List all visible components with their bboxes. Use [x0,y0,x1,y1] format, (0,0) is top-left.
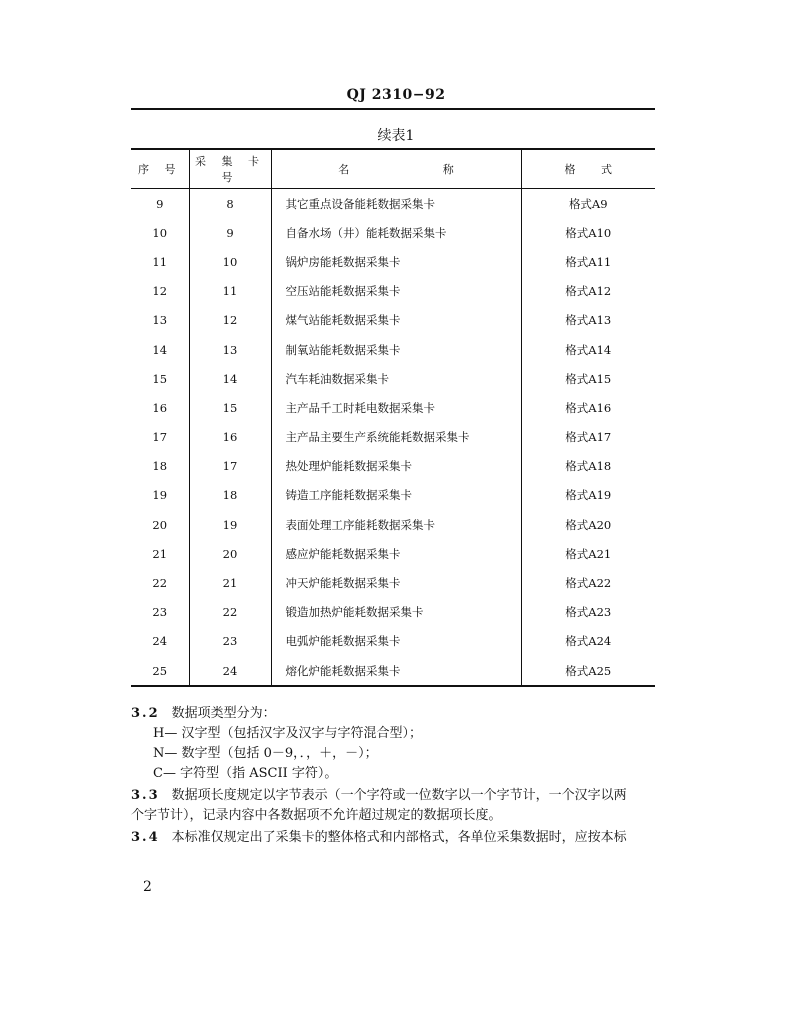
cell-seq: 11 [152,254,168,269]
cell-format: 格式A12 [521,277,655,306]
col-header-format [521,149,655,189]
cell-name: 煤气站能耗数据采集卡 [271,306,521,335]
cell-format: 格式A16 [521,393,655,422]
section-number: 3.2 [131,706,160,721]
table-row [131,598,655,627]
header-rule [131,108,655,110]
cell-name: 铸造工序能耗数据采集卡 [271,481,521,510]
standard-code-header: QJ 2310−92 [346,87,446,103]
cell-format: 格式A25 [521,656,655,686]
section-3-3 [131,786,661,806]
col-header-card-number: 采 集 卡 号 [189,149,271,189]
table-row [131,247,655,276]
section-3-4 [131,828,661,848]
cell-name: 主产品千工时耗电数据采集卡 [271,393,521,422]
cell-format: 格式A14 [521,335,655,364]
cell-format: 格式A21 [521,539,655,568]
cell-name: 熔化炉能耗数据采集卡 [271,656,521,686]
cell-card-number: 9 [189,218,271,247]
table-row [131,452,655,481]
cell-seq: 10 [152,225,168,240]
section-number: 3.4 [131,830,160,845]
cell-seq: 14 [152,342,168,357]
cell-card-number: 14 [189,364,271,393]
cell-name: 感应炉能耗数据采集卡 [271,539,521,568]
col-header-name-text: 名 称 [338,163,454,176]
table-row [131,277,655,306]
cell-format: 格式A13 [521,306,655,335]
type-item-n: N— 数字型（包括 0－9，．，＋，－）； [153,746,378,761]
cell-name: 其它重点设备能耗数据采集卡 [271,189,521,219]
cell-card-number: 8 [189,189,271,219]
table-row [131,393,655,422]
cell-card-number: 15 [189,393,271,422]
cell-card-number: 20 [189,539,271,568]
cell-card-number: 17 [189,452,271,481]
cell-format: 格式A22 [521,568,655,597]
cell-seq: 13 [152,313,168,328]
table-row [131,627,655,656]
table-row [131,189,655,219]
cell-seq: 24 [152,634,168,649]
cell-name: 主产品主要生产系统能耗数据采集卡 [271,423,521,452]
cell-card-number: 13 [189,335,271,364]
section-3-3-line2: 个字节计），记录内容中各数据项不允许超过规定的数据项长度。 [131,808,502,823]
cell-card-number: 21 [189,568,271,597]
cell-seq: 20 [152,517,168,532]
cell-format: 格式A9 [521,189,655,219]
table-row [131,539,655,568]
cell-name: 表面处理工序能耗数据采集卡 [271,510,521,539]
cell-format: 格式A17 [521,423,655,452]
cell-name: 电弧炉能耗数据采集卡 [271,627,521,656]
cell-name: 制氧站能耗数据采集卡 [271,335,521,364]
cell-format: 格式A20 [521,510,655,539]
data-collection-card-table [131,148,655,687]
table-row [131,481,655,510]
cell-name: 锻造加热炉能耗数据采集卡 [271,598,521,627]
col-header-format-text: 格 式 [564,163,612,176]
cell-seq: 25 [131,656,189,686]
section-text: 本标准仅规定出了采集卡的整体格式和内部格式，各单位采集数据时，应按本标 [171,830,627,845]
col-header-name [271,149,521,189]
cell-format: 格式A10 [521,218,655,247]
cell-name: 汽车耗油数据采集卡 [271,364,521,393]
cell-format: 格式A24 [521,627,655,656]
cell-seq: 23 [152,605,168,620]
cell-card-number: 22 [189,598,271,627]
cell-seq: 22 [152,576,168,591]
table-caption: 续表1 [377,128,415,144]
cell-card-number: 12 [189,306,271,335]
page-number: 2 [143,879,152,895]
table-row [131,656,655,686]
section-3-2 [131,704,661,724]
col-header-seq: 序 号 [131,149,189,189]
cell-name: 热处理炉能耗数据采集卡 [271,452,521,481]
cell-card-number: 11 [189,277,271,306]
cell-card-number: 24 [189,656,271,686]
table-row [131,423,655,452]
table-row [131,364,655,393]
type-item-c: C— 字符型（指 ASCII 字符）。 [153,766,338,781]
cell-seq: 12 [152,284,168,299]
section-text-line1: 数据项长度规定以字节表示（一个字符或一位数字以一个字节计，一个汉字以两 [171,788,627,803]
cell-card-number: 19 [189,510,271,539]
table-row [131,335,655,364]
type-item-h: H— 汉字型（包括汉字及汉字与字符混合型）； [153,726,422,741]
cell-format: 格式A23 [521,598,655,627]
cell-name: 冲天炉能耗数据采集卡 [271,568,521,597]
cell-card-number: 18 [189,481,271,510]
table-row [131,306,655,335]
cell-format: 格式A15 [521,364,655,393]
cell-card-number: 16 [189,423,271,452]
table-row [131,510,655,539]
cell-seq: 18 [152,459,168,474]
table-row [131,568,655,597]
cell-seq: 19 [152,488,168,503]
cell-name: 空压站能耗数据采集卡 [271,277,521,306]
cell-seq: 21 [152,546,168,561]
section-number: 3.3 [131,788,160,803]
cell-card-number: 10 [189,247,271,276]
cell-seq: 17 [152,430,168,445]
cell-name: 锅炉房能耗数据采集卡 [271,247,521,276]
cell-format: 格式A11 [521,247,655,276]
cell-format: 格式A18 [521,452,655,481]
cell-seq: 16 [152,400,168,415]
cell-format: 格式A19 [521,481,655,510]
table-row [131,218,655,247]
section-text: 数据项类型分为： [171,706,276,721]
cell-card-number: 23 [189,627,271,656]
cell-name: 自备水场（井）能耗数据采集卡 [271,218,521,247]
cell-seq: 15 [152,371,168,386]
cell-seq: 9 [156,196,164,211]
table-header-row [131,149,655,189]
